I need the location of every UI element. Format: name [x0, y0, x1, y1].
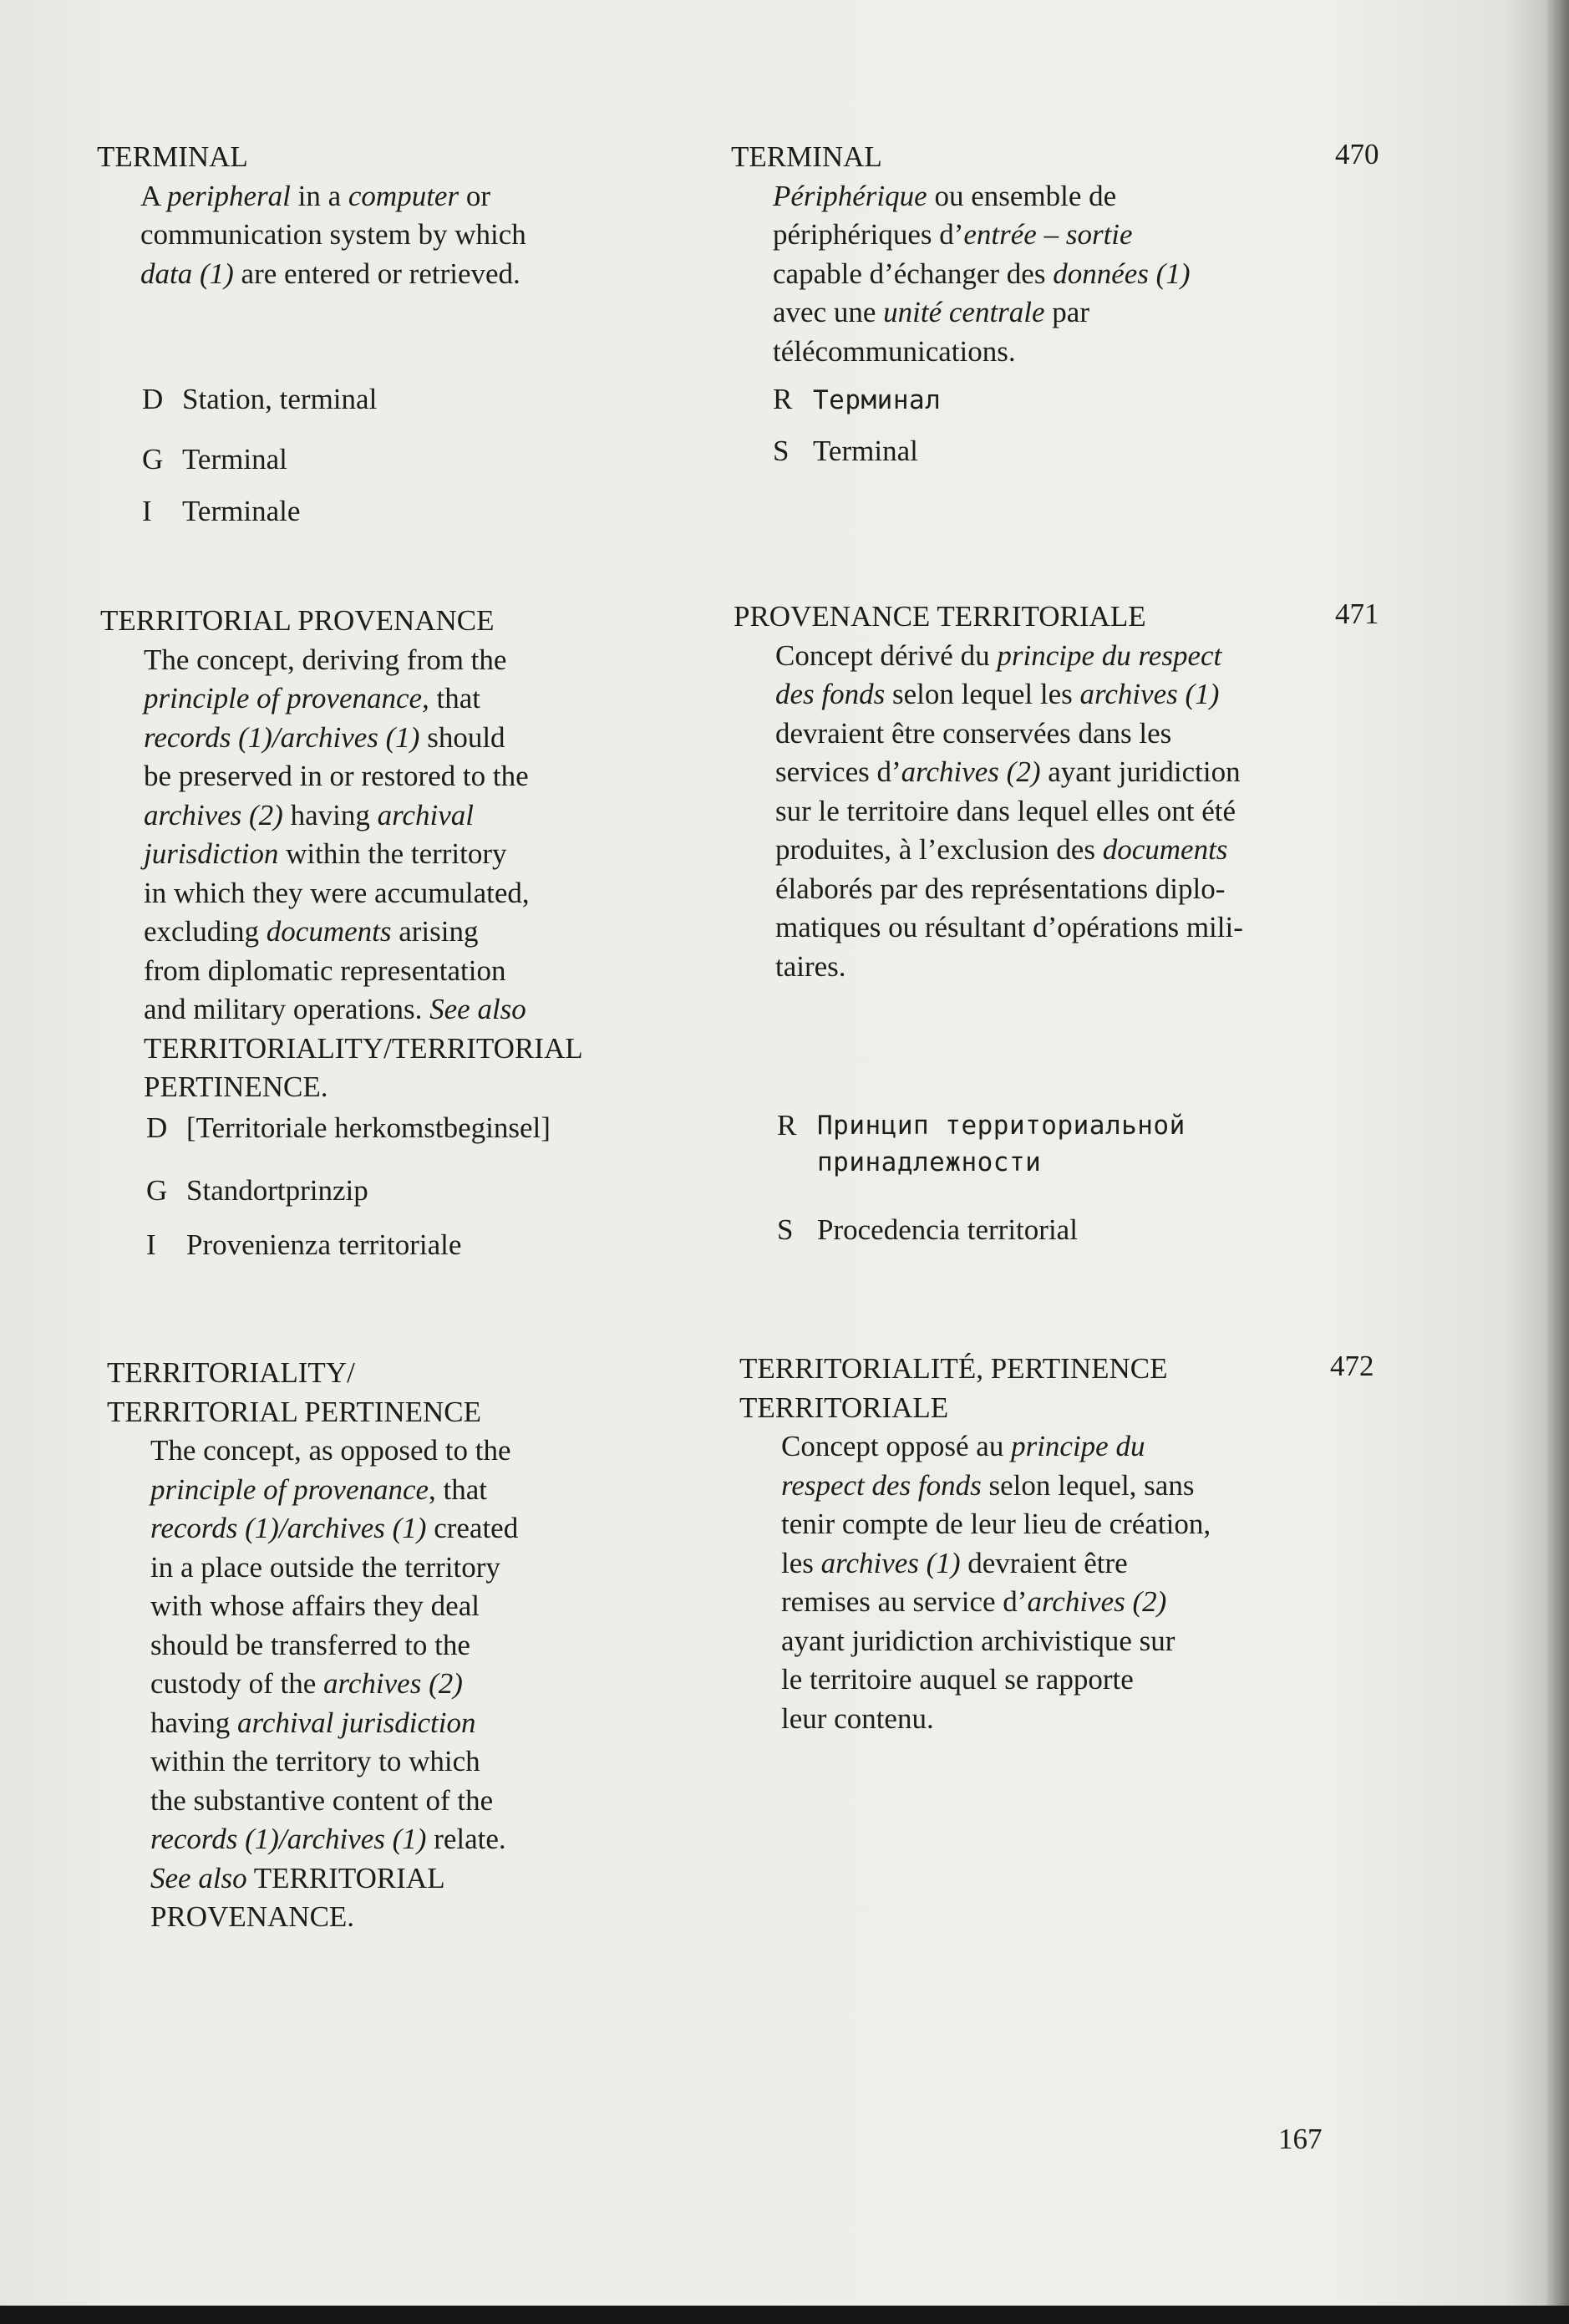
definition-line: les archives (1) devraient être: [781, 1546, 1128, 1579]
definition-line: records (1)/archives (1) should: [144, 720, 505, 754]
language-code: D: [146, 1111, 168, 1144]
equivalent-term: Procedencia territorial: [817, 1213, 1078, 1246]
definition-line: des fonds selon lequel les archives (1): [775, 678, 1220, 710]
definition-line: The concept, deriving from the: [144, 643, 507, 676]
term-heading: TERMINAL: [97, 140, 248, 173]
equivalent-row: [146, 1111, 551, 1145]
definition-line: Concept dérivé du principe du respect: [775, 638, 1222, 672]
equivalent-term: Station, terminal: [182, 383, 378, 415]
equivalent-term: Provenienza territoriale: [186, 1228, 462, 1261]
equivalent-row: [777, 1107, 1186, 1181]
term-definition: [734, 637, 1368, 987]
language-code: G: [142, 443, 164, 475]
definition-line: ayant juridiction archivistique sur: [781, 1624, 1175, 1657]
term-definition: [107, 1432, 708, 1937]
definition-line: See also TERRITORIAL: [150, 1861, 445, 1894]
definition-line: in which they were accumulated,: [144, 876, 530, 909]
definition-line: A peripheral in a computer or: [140, 179, 490, 212]
definition-line: Concept opposé au principe du: [781, 1430, 1145, 1462]
language-code: S: [773, 435, 790, 467]
definition-line: having archival jurisdiction: [150, 1706, 476, 1739]
definition-line: with whose affairs they deal: [150, 1589, 480, 1622]
entry-number: 472: [1330, 1350, 1374, 1382]
definition-line: records (1)/archives (1) relate.: [150, 1823, 506, 1855]
entry-472-french: [739, 1350, 1374, 1738]
entry-number: 471: [1335, 598, 1379, 630]
term-definition: [100, 641, 702, 1107]
term-definition: [97, 177, 698, 294]
equivalent-row: [142, 383, 377, 416]
equivalent-term: Terminal: [182, 443, 287, 475]
equivalent-row: [142, 495, 300, 528]
definition-line: excluding documents arising: [144, 915, 479, 948]
definition-line: tenir compte de leur lieu de création,: [781, 1508, 1211, 1540]
definition-line: respect des fonds selon lequel, sans: [781, 1468, 1195, 1502]
definition-line: remises au service d’archives (2): [781, 1585, 1167, 1618]
term-heading: PROVENANCE TERRITORIALE: [734, 600, 1146, 633]
term-heading: TERMINAL: [731, 140, 882, 173]
definition-line: devraient être conservées dans les: [775, 716, 1172, 750]
definition-line: in a place outside the territory: [150, 1550, 500, 1584]
definition-line: Périphérique ou ensemble de: [773, 179, 1117, 212]
definition-line: within the territory to which: [150, 1745, 480, 1777]
definition-line: capable d’échanger des données (1): [773, 257, 1191, 290]
language-code: I: [142, 495, 152, 527]
page-edge-shadow: [1547, 0, 1569, 2324]
definition-line: PROVENANCE.: [150, 1900, 355, 1933]
definition-line: and military operations. See also: [144, 993, 526, 1025]
definition-line: records (1)/archives (1) created: [150, 1512, 519, 1544]
term-definition: [731, 177, 1366, 372]
language-code: I: [146, 1228, 156, 1261]
definition-line: matiques ou résultant d’opérations mili-: [775, 911, 1243, 943]
term-heading: TERRITORIAL PROVENANCE: [100, 604, 495, 637]
definition-line: services d’archives (2) ayant juridiction: [775, 755, 1241, 788]
definition-line: be preserved in or restored to the: [144, 760, 529, 792]
definition-line: périphériques d’entrée – sortie: [773, 218, 1133, 251]
definition-line: télécommunications.: [773, 334, 1016, 368]
definition-line: sur le territoire dans lequel elles ont été: [775, 794, 1236, 827]
equivalent-term: Terminale: [182, 495, 301, 527]
term-heading: TERRITORIALITY/ TERRITORIAL PERTINENCE: [107, 1356, 482, 1428]
equivalent-row: [773, 435, 918, 468]
equivalent-term: [Territoriale herkomstbeginsel]: [186, 1111, 551, 1144]
definition-line: The concept, as opposed to the: [150, 1434, 511, 1467]
language-code: S: [777, 1213, 794, 1246]
definition-line: leur contenu.: [781, 1701, 934, 1735]
entry-number: 470: [1335, 138, 1379, 170]
equivalent-row: [146, 1228, 461, 1262]
language-code: R: [777, 1109, 797, 1142]
equivalent-term: Terminal: [813, 435, 918, 467]
equivalent-term: Standortprinzip: [186, 1174, 368, 1207]
equivalent-row: [146, 1174, 368, 1208]
definition-line: communication system by which: [140, 218, 526, 251]
equivalent-row: [773, 383, 941, 416]
entry-472-english: [107, 1354, 708, 1937]
definition-line: should be transferred to the: [150, 1628, 470, 1661]
definition-line: PERTINENCE.: [144, 1070, 328, 1103]
language-code: G: [146, 1174, 168, 1207]
definition-line: archives (2) having archival: [144, 798, 474, 831]
page-number: 167: [1278, 2123, 1323, 2155]
entry-470-french: [731, 138, 1366, 371]
equivalent-row: [142, 443, 287, 476]
definition-line: élaborés par des représentations diplo-: [775, 872, 1226, 905]
definition-line: principle of provenance, that: [144, 682, 481, 714]
definition-line: TERRITORIALITY/TERRITORIAL: [144, 1031, 583, 1065]
definition-line: from diplomatic representation: [144, 954, 506, 987]
term-heading: TERRITORIALITÉ, PERTINENCE TERRITORIALE: [739, 1352, 1168, 1424]
definition-line: custody of the archives (2): [150, 1667, 463, 1700]
term-definition: [739, 1427, 1374, 1738]
scan-bottom-edge: [0, 2306, 1569, 2324]
definition-line: jurisdiction within the territory: [144, 837, 507, 870]
entry-471-english: [100, 602, 702, 1107]
definition-line: avec une unité centrale par: [773, 296, 1089, 328]
definition-line: data (1) are entered or retrieved.: [140, 257, 520, 290]
entry-470-english: [97, 138, 698, 293]
equivalent-term-cyrillic: Принцип территориальной принадлежности: [817, 1111, 1186, 1177]
equivalent-term-cyrillic: Терминал: [813, 385, 942, 415]
equivalent-row: [777, 1213, 1078, 1247]
entry-471-french: [734, 598, 1368, 986]
definition-line: taires.: [775, 949, 846, 983]
language-code: D: [142, 383, 164, 415]
language-code: R: [773, 383, 793, 415]
definition-line: principle of provenance, that: [150, 1472, 488, 1506]
definition-line: the substantive content of the: [150, 1783, 494, 1817]
definition-line: le territoire auquel se rapporte: [781, 1663, 1134, 1696]
definition-line: produites, à l’exclusion des documents: [775, 833, 1228, 866]
